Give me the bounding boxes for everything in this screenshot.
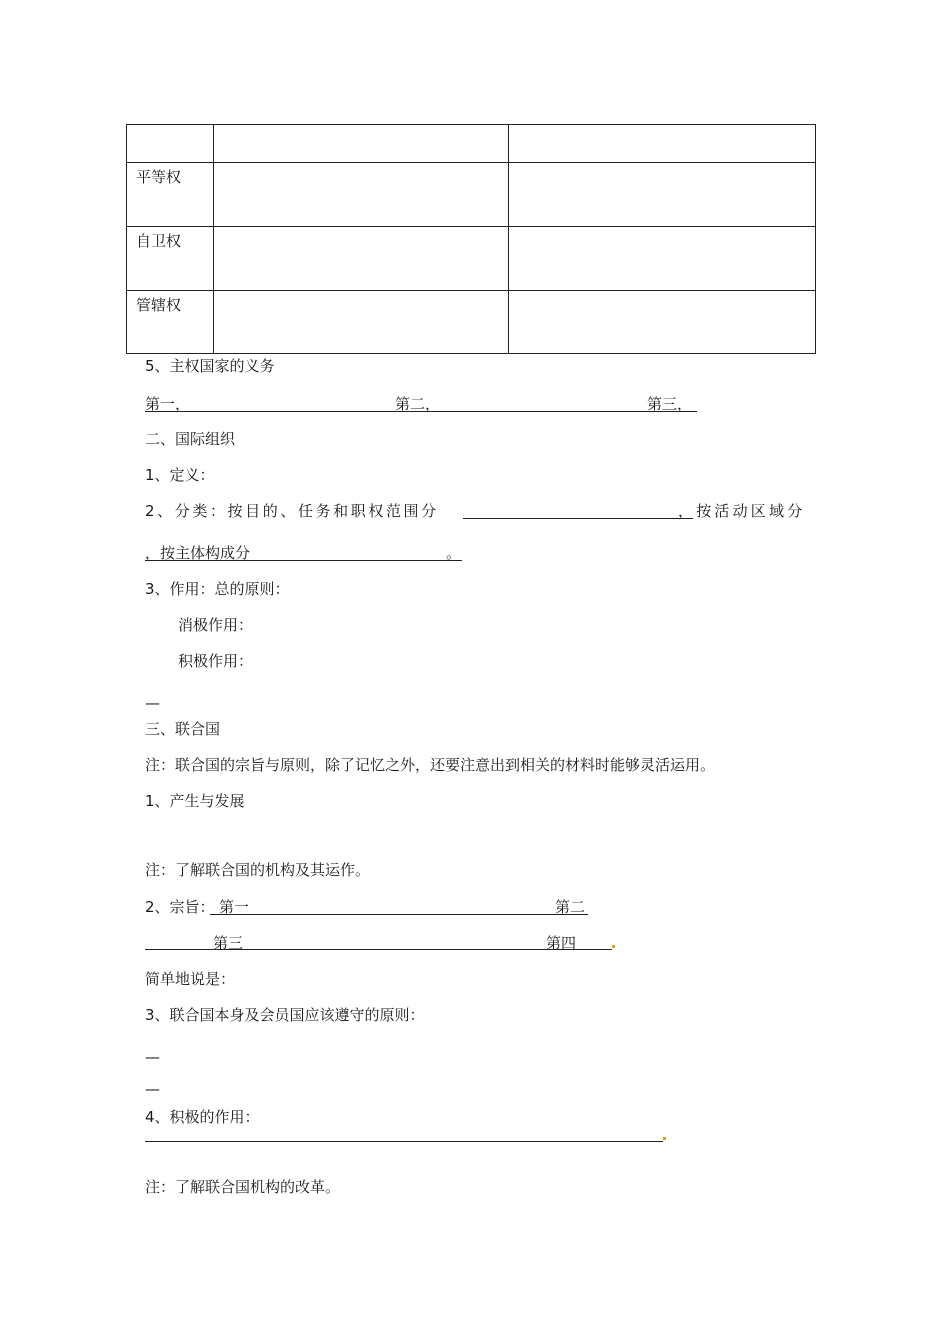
table-cell-label [127,125,214,163]
obligations-blank-line[interactable] [145,411,697,412]
blank-dash: — [145,1080,160,1098]
positive-role-heading: 4、积极的作用： [145,1108,260,1126]
table-row [127,125,816,163]
table-cell-label: 自卫权 [127,227,214,291]
table-cell-label: 平等权 [127,163,214,227]
origin-label: 1、产生与发展 [145,792,245,810]
intl-org-heading: 二、国际组织 [145,430,236,448]
classification-text-a: 2、分类：按目的、任务和职权范围分 [145,502,439,520]
classification-blank-2[interactable] [145,560,462,561]
blank-dash: — [145,694,160,712]
blank-dash: — [145,1048,160,1066]
definition-label: 1、定义： [145,466,215,484]
classification-end: 。 [446,544,462,562]
positive-role-label: 积极作用： [178,652,254,670]
purpose-fourth: 第四 [546,934,577,952]
negative-role-label: 消极作用： [178,616,254,634]
table-cell [509,125,816,163]
table-row [127,227,816,291]
note-organs: 注：了解联合国的机构及其运作。 [145,861,371,879]
table-cell [213,291,509,354]
table-cell [509,227,816,291]
table-cell-label: 管辖权 [127,291,214,354]
obligation-second: 第二， [395,395,441,413]
classification-text-b: ，按活动区域分 [678,502,806,520]
role-blank-line[interactable] [145,1141,663,1142]
purpose-first: 第一 [219,898,250,916]
rights-table [126,124,816,354]
purpose-second: 第二 [555,898,586,916]
classification-text-c: ，按主体构成分 [145,544,251,562]
note-reform: 注：了解联合国机构的改革。 [145,1178,341,1196]
table-cell [213,125,509,163]
mark-dot [663,1137,666,1140]
purpose-blank-line-2[interactable] [145,949,612,950]
table-cell [509,291,816,354]
function-label: 3、作用：总的原则： [145,580,290,598]
table-row [127,163,816,227]
obligations-heading: 5、主权国家的义务 [145,357,275,375]
note-principles: 注：联合国的宗旨与原则，除了记忆之外，还要注意出到相关的材料时能够灵活运用。 [145,756,716,774]
table-cell [213,163,509,227]
mark-dot [612,945,615,948]
simple-summary-label: 简单地说是： [145,970,236,988]
classification-blank-1[interactable] [463,518,693,519]
un-heading: 三、联合国 [145,720,221,738]
principles-label: 3、联合国本身及会员国应该遵守的原则： [145,1006,425,1024]
purpose-third: 第三 [213,934,244,952]
purpose-blank-line-1[interactable] [210,914,588,915]
table-cell [509,163,816,227]
obligation-first: 第一， [145,395,191,413]
table-cell [213,227,509,291]
purpose-label: 2、宗旨： [145,898,215,916]
obligation-third: 第三， [647,395,693,413]
table-row [127,291,816,354]
